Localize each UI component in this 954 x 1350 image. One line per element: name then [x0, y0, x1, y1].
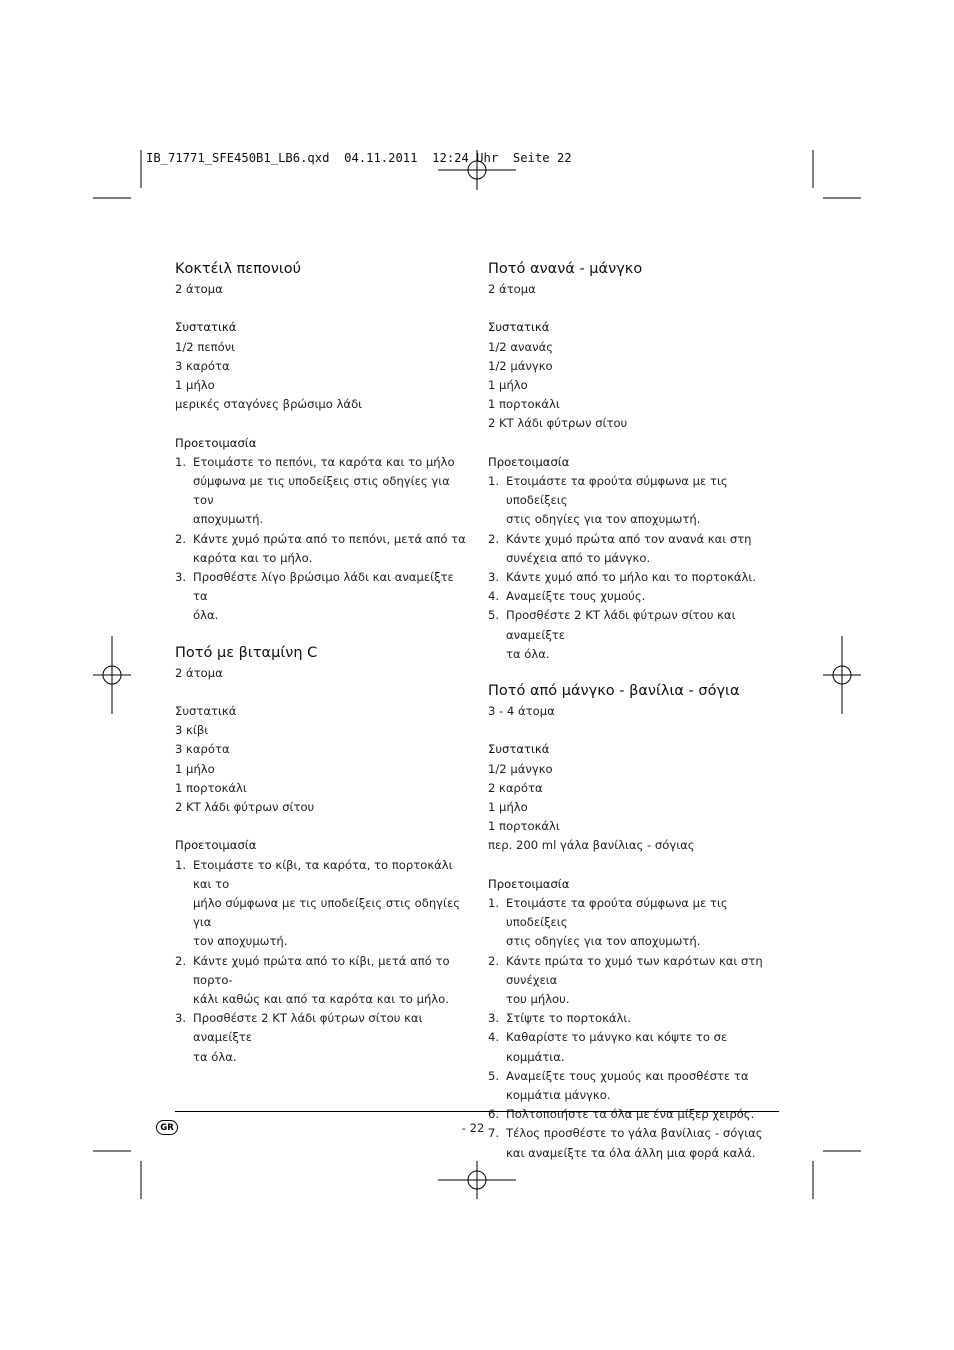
step-text: κάλι καθώς και από τα καρότα και το μήλο. — [193, 992, 449, 1007]
step-text: του μήλου. — [506, 992, 570, 1007]
ingredient: 1 πορτοκάλι — [488, 819, 560, 834]
step-text: Προσθέστε λίγο βρώσιμο λάδι και αναμείξτε τα — [193, 570, 454, 604]
step-item — [488, 568, 780, 587]
step-item — [488, 1028, 780, 1066]
ingredient: 3 καρότα — [175, 358, 230, 373]
print-slug: IB_71771_SFE450B1_LB6.qxd 04.11.2011 12:24 Uhr Seite 22 — [146, 151, 572, 165]
step-number: 2. — [488, 953, 500, 968]
ingredient: 1/2 μάνγκο — [488, 358, 553, 373]
step-number: 4. — [488, 1030, 500, 1045]
step-number: 7. — [488, 1126, 500, 1141]
step-item — [175, 530, 467, 568]
step-text: Ετοιμάστε τα φρούτα σύμφωνα με τις υποδείξεις — [506, 896, 728, 930]
recipe-servings: 2 άτομα — [488, 282, 536, 296]
step-text: σύμφωνα με τις υποδείξεις στις οδηγίες για τον — [193, 474, 450, 508]
step-item — [488, 1009, 780, 1028]
step-number: 5. — [488, 1068, 500, 1083]
step-text: Ετοιμάστε τα φρούτα σύμφωνα με τις υποδείξεις — [506, 474, 728, 508]
step-text: στις οδηγίες για τον αποχυμωτή. — [506, 934, 701, 949]
step-number: 5. — [488, 608, 500, 623]
step-text: Τέλος προσθέστε το γάλα βανίλιας - σόγιας — [506, 1126, 763, 1141]
step-number: 3. — [488, 570, 500, 585]
step-number: 1. — [175, 857, 187, 872]
ingredient: 1/2 ανανάς — [488, 339, 554, 354]
step-text: στις οδηγίες για τον αποχυμωτή. — [506, 512, 701, 527]
step-item — [175, 453, 467, 530]
step-text: Αναμείξτε τους χυμούς και προσθέστε τα — [506, 1068, 749, 1083]
step-number: 6. — [488, 1107, 500, 1122]
step-text: Αναμείξτε τους χυμούς. — [506, 589, 646, 604]
step-text: Ετοιμάστε το πεπόνι, τα καρότα και το μήλο — [193, 454, 455, 469]
right-column — [488, 258, 780, 1163]
recipe-title: Κοκτέιλ πεπονιού — [175, 261, 302, 277]
step-text: Κάντε χυμό από το μήλο και το πορτοκάλι. — [506, 570, 757, 585]
page-number: - 22 - — [461, 1121, 493, 1135]
step-text: Κάντε χυμό πρώτα από το κίβι, μετά από το πορτο- — [193, 953, 450, 987]
ingredient: 1/2 μάνγκο — [488, 761, 553, 776]
step-number: 3. — [175, 570, 187, 585]
recipe-pineapple-mango-drink — [488, 258, 780, 664]
recipe-servings: 2 άτομα — [175, 665, 223, 680]
step-item — [175, 1009, 467, 1067]
recipe-title: Ποτό με βιταμίνη C — [175, 644, 318, 661]
ingredient: 1 μήλο — [175, 761, 215, 776]
ingredient: 2 ΚΤ λάδι φύτρων σίτου — [175, 800, 315, 815]
step-item — [488, 530, 780, 568]
step-text: Πολτοποιήστε τα όλα με ένα μίξερ χειρός. — [506, 1107, 755, 1122]
ingredient: 1 πορτοκάλι — [175, 780, 247, 795]
step-number: 3. — [175, 1011, 187, 1026]
ingredient: 1 πορτοκάλι — [488, 397, 560, 412]
step-item — [488, 472, 780, 530]
left-column — [175, 258, 467, 1067]
step-item — [488, 952, 780, 1010]
preparation-heading: Προετοιμασία — [175, 435, 257, 450]
step-number: 3. — [488, 1011, 500, 1026]
step-text: καρότα και το μήλο. — [193, 550, 313, 565]
step-number: 2. — [488, 531, 500, 546]
steps-list — [175, 453, 467, 626]
step-text: Προσθέστε 2 ΚΤ λάδι φύτρων σίτου και αναμείξτε — [506, 608, 736, 642]
steps-list — [175, 856, 467, 1067]
step-number: 2. — [175, 953, 187, 968]
preparation-heading: Προετοιμασία — [488, 454, 570, 469]
ingredient: 3 κίβι — [175, 723, 209, 738]
step-item — [488, 606, 780, 664]
ingredient: 2 ΚΤ λάδι φύτρων σίτου — [488, 416, 628, 431]
ingredient: 1 μήλο — [488, 800, 528, 815]
step-number: 1. — [488, 474, 500, 488]
step-item — [175, 856, 467, 952]
step-number: 1. — [488, 896, 500, 911]
ingredients-heading: Συστατικά — [488, 320, 550, 335]
ingredient: μερικές σταγόνες βρώσιμο λάδι — [175, 397, 363, 412]
step-text: συνέχεια από το μάνγκο. — [506, 550, 651, 565]
step-text: Προσθέστε 2 ΚΤ λάδι φύτρων σίτου και αναμείξτε — [193, 1011, 423, 1045]
step-text: Κάντε πρώτα το χυμό των καρότων και στη συνέχεια — [506, 953, 763, 987]
step-text: αποχυμωτή. — [193, 512, 264, 527]
recipe-servings: 3 - 4 άτομα — [488, 704, 555, 719]
recipe-mango-vanilla-soy-drink — [488, 680, 780, 1163]
step-text: όλα. — [193, 608, 219, 623]
step-text: τον αποχυμωτή. — [193, 934, 288, 949]
ingredient: 1 μήλο — [175, 378, 215, 392]
recipe-title: Ποτό από μάνγκο - βανίλια - σόγια — [488, 683, 740, 700]
step-item — [488, 894, 780, 952]
steps-list — [488, 472, 780, 664]
step-text: Κάντε χυμό πρώτα από το πεπόνι, μετά από τα — [193, 531, 466, 546]
ingredients-heading: Συστατικά — [175, 704, 237, 719]
ingredient: 3 καρότα — [175, 742, 230, 757]
ingredient: 2 καρότα — [488, 780, 543, 795]
step-text: κομμάτια μάνγκο. — [506, 1088, 611, 1103]
ingredient: 1/2 πεπόνι — [175, 339, 236, 354]
step-text: Ετοιμάστε το κίβι, τα καρότα, το πορτοκάλι και το — [193, 857, 453, 891]
step-number: 1. — [175, 454, 187, 469]
step-item — [175, 952, 467, 1010]
step-text: τα όλα. — [506, 646, 550, 661]
ingredient: 1 μήλο — [488, 378, 528, 392]
ingredients-heading: Συστατικά — [175, 320, 237, 335]
footer-rule — [175, 1111, 779, 1112]
step-item — [488, 587, 780, 606]
step-text: και αναμείξτε τα όλα άλλη μια φορά καλά. — [506, 1145, 756, 1160]
step-text: Καθαρίστε το μάνγκο και κόψτε το σε κομμάτια. — [506, 1030, 728, 1064]
step-number: 2. — [175, 531, 187, 546]
step-text: τα όλα. — [193, 1049, 237, 1064]
recipe-servings: 2 άτομα — [175, 282, 223, 296]
step-item — [175, 568, 467, 626]
recipe-melon-cocktail — [175, 258, 467, 626]
ingredients-heading: Συστατικά — [488, 742, 550, 757]
step-number: 4. — [488, 589, 500, 604]
preparation-heading: Προετοιμασία — [488, 876, 570, 891]
step-text: Στίψτε το πορτοκάλι. — [506, 1011, 632, 1026]
step-text: Κάντε χυμό πρώτα από τον ανανά και στη — [506, 531, 752, 546]
language-badge: GR — [156, 1120, 178, 1135]
step-text: μήλο σύμφωνα με τις υποδείξεις στις οδηγίες για — [193, 896, 461, 930]
preparation-heading: Προετοιμασία — [175, 838, 257, 853]
ingredient: περ. 200 ml γάλα βανίλιας - σόγιας — [488, 838, 695, 853]
recipe-vitamin-c-drink — [175, 642, 467, 1067]
recipe-title: Ποτό ανανά - μάνγκο — [488, 261, 643, 277]
step-item — [488, 1067, 780, 1105]
